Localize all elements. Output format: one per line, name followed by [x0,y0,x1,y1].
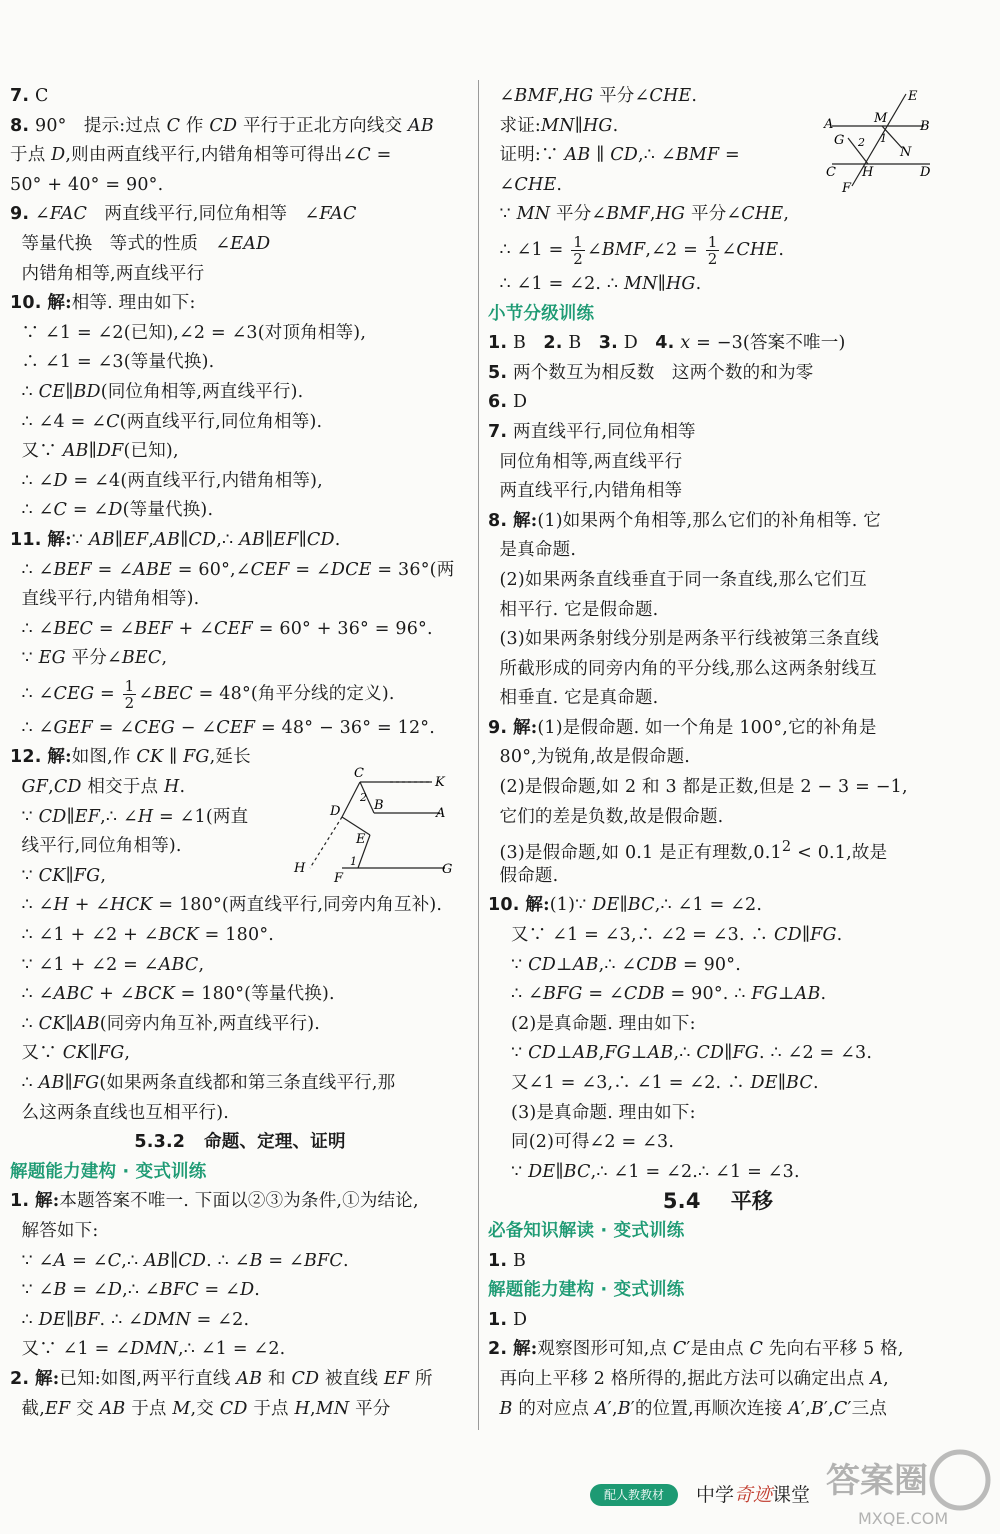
column-divider [478,80,479,1430]
text-line: 10. 解:(1)∵ DE∥BC,∴ ∠1 = ∠2. [488,895,763,916]
text-line: (2)是假命题,如 2 和 3 都是正数,但是 2 − 3 = −1, [488,777,908,798]
text-line: ∴ ∠BEF = ∠ABE = 60°,∠CEF = ∠DCE = 36°(两 [10,559,455,580]
text-line: ∴ CK∥AB(同旁内角互补,两直线平行). [10,1013,320,1034]
text-line: 50° + 40° = 90°. [10,174,164,195]
text-line: ∵ CD⊥AB,∴ ∠CDB = 90°. [488,954,741,975]
text-line: ∴ ∠BFG = ∠CDB = 90°. ∴ FG⊥AB. [488,984,827,1005]
text-line: ∴ ∠H + ∠HCK = 180°(两直线平行,同旁内角互补). [10,895,443,916]
fig12-label: F [334,871,344,885]
fig12-label: K [435,775,445,790]
text-line: 同(2)可得∠2 = ∠3. [488,1132,675,1153]
figR2-label: D [920,165,931,180]
figR2-label: 2 [858,136,865,149]
text-line: ∵ MN 平分∠BMF,HG 平分∠CHE, [488,204,790,225]
brand-part: 中学 [696,1484,735,1506]
text-line: ∵ CD∥EF,∴ ∠H = ∠1(两直 [10,806,249,827]
text-line: 同位角相等,两直线平行 [488,451,683,472]
text-line: ∴ ∠4 = ∠C(两直线平行,同位角相等). [10,411,323,432]
text-line: B 的对应点 A′,B′的位置,再顺次连接 A′,B′,C′三点 [499,1398,888,1419]
text-line: ∵ ∠1 + ∠2 = ∠ABC, [10,954,205,975]
figure-problem-12 [290,765,460,885]
text-line: 内错角相等,两直线平行 [10,263,205,284]
text-line: ∵ ∠1 = ∠2(已知),∠2 = ∠3(对顶角相等), [10,322,367,343]
text-line: 又∠1 = ∠3,∴ ∠1 = ∠2. ∴ DE∥BC. [488,1073,819,1093]
fig12-label: D [330,804,341,819]
text-line: ∵ ∠A = ∠C,∴ AB∥CD. ∴ ∠B = ∠BFC. [10,1250,349,1271]
figR2-label: H [862,165,874,180]
text-line: 1. 解:本题答案不唯一. 下面以②③为条件,①为结论, [10,1191,419,1212]
text-line: ∠CHE. [488,174,563,195]
text-line: 假命题. [488,865,559,886]
fig12-label: B [374,798,384,813]
text-line: 所截形成的同旁内角的平分线,那么这两条射线互 [488,658,877,679]
text-line: 8. 解:(1)如果两个角相等,那么它们的补角相等. 它 [488,510,881,531]
text-line: (3)如果两条射线分别是两条平行线被第三条直线 [488,629,879,650]
text-line: ∴ ∠ABC + ∠BCK = 180°(等量代换). [10,984,335,1005]
text-line: 是真命题. [488,540,577,561]
text-line: 它们的差是负数,故是假命题. [488,806,724,827]
brand-part: 奇迹 [734,1484,773,1506]
text-line: 1. B [488,1250,527,1271]
left-column [10,82,470,1424]
text-line: (2)是真命题. 理由如下: [488,1013,696,1034]
figR2-label: G [834,133,845,148]
fig12-label: C [354,766,364,781]
text-line: 1. D [488,1309,528,1330]
figure-parallel-lines [822,86,940,196]
text-line: 又∵ ∠1 = ∠3,∴ ∠2 = ∠3. ∴ CD∥FG. [488,925,843,946]
text-line: 又∵ ∠1 = ∠DMN,∴ ∠1 = ∠2. [10,1339,286,1360]
figR2-label: M [874,111,888,126]
text-line: 11. 解:∵ AB∥EF,AB∥CD,∴ AB∥EF∥CD. [10,529,341,550]
watermark-url: MXQE.COM [858,1509,949,1528]
text-line: 线平行,同位角相等). [10,836,182,857]
text-line: 80°,为锐角,故是假命题. [488,747,691,768]
watermark-text: 答案圈 [826,1461,928,1501]
text-line: 截,EF 交 AB 于点 M,交 CD 于点 H,MN 平分 [10,1398,391,1419]
fig12-label: A [436,806,446,821]
text-line: ∴ ∠1 = ∠2. ∴ MN∥HG. [488,273,702,294]
text-line: ∴ ∠C = ∠D(等量代换). [10,500,214,521]
text-line: 9. 解:(1)是假命题. 如一个角是 100°,它的补角是 [488,717,877,738]
text-line: ∴ ∠1 = $\frac{1}{2}$ ∠BMF,∠2 = $\frac{1}{2}$ ∠CHE. [488,232,785,268]
text-line: 直线平行,内错角相等). [10,589,200,610]
text-line: 于点 D,则由两直线平行,内错角相等可得出∠C = [10,145,392,166]
text-line: 相平行. 它是假命题. [488,599,659,620]
section-heading: 解题能力建构 · 变式训练 [10,1161,207,1182]
text-line: 证明:∵ AB ∥ CD,∴ ∠BMF = [488,145,740,166]
figR2-label: F [842,181,852,196]
figR2-label: E [908,89,918,104]
text-line: ∵ DE∥BC,∴ ∠1 = ∠2.∴ ∠1 = ∠3. [488,1161,800,1182]
text-line: ∴ ∠BEC = ∠BEF + ∠CEF = 60° + 36° = 96°. [10,618,433,639]
text-line: 等量代换 等式的性质 ∠EAD [10,233,271,254]
text-line: ∴ DE∥BF. ∴ ∠DMN = ∠2. [10,1309,250,1330]
text-line: 2. 解:已知:如图,两平行直线 AB 和 CD 被直线 EF 所 [10,1368,433,1389]
text-line: 相垂直. 它是真命题. [488,688,659,709]
text-line: ∴ ∠GEF = ∠CEG − ∠CEF = 48° − 36° = 12°. [10,717,435,738]
text-line: 又∵ CK∥FG, [10,1043,131,1064]
text-line: 1. B 2. B 3. D 4. x = −3(答案不唯一) [488,333,846,354]
text-line: ∴ ∠1 + ∠2 + ∠BCK = 180°. [10,925,275,946]
fig12-label: 1 [350,855,357,868]
text-line: 么这两条直线也互相平行). [10,1102,230,1123]
figR2-label: A [824,117,834,132]
text-line: 两直线平行,内错角相等 [488,481,683,502]
fig12-label: G [442,862,453,877]
text-line: (2)如果两条直线垂直于同一条直线,那么它们互 [488,569,867,590]
text-line: 5. 两个数互为相反数 这两个数的和为零 [488,362,814,383]
fig12-label: E [356,832,366,847]
text-line: 8. 90° 提示:过点 C 作 CD 平行于正北方向线交 AB [10,115,434,136]
text-line: (3)是假命题,如 0.1 是正有理数$,0.1^2 < 0.1$,故是 [488,838,888,864]
text-line: 12. 解:如图,作 CK ∥ FG,延长 [10,747,251,768]
text-line: ∵ CD⊥AB,FG⊥AB,∴ CD∥FG. ∴ ∠2 = ∠3. [488,1043,873,1064]
brand-name [696,1480,810,1507]
text-line: 又∵ AB∥DF(已知), [10,441,179,462]
text-line: 7. 两直线平行,同位角相等 [488,421,696,442]
section-title: 5.4 平移 [662,1189,774,1214]
fig12-label: H [294,861,306,876]
text-line: ∴ ∠1 = ∠3(等量代换). [10,352,215,373]
brand-part: 课堂 [772,1484,811,1506]
text-line: 2. 解:观察图形可知,点 C′是由点 C 先向右平移 5 格, [488,1339,904,1360]
text-line: GF,CD 相交于点 H. [21,777,186,798]
text-line: 9. ∠FAC 两直线平行,同位角相等 ∠FAC [10,204,357,225]
text-line: 再向上平移 2 格所得的,据此方法可以确定出点 A, [488,1368,889,1389]
section-title: 5.3.2 命题、定理、证明 [134,1132,346,1153]
right-column [488,82,948,1424]
text-line: ∴ CE∥BD(同位角相等,两直线平行). [10,381,304,402]
text-line: ∴ ∠CEG = $\frac{1}{2}$ ∠BEC = 48°(角平分线的定义). [10,676,395,712]
text-line: 6. D [488,392,528,413]
text-line: 10. 解:相等. 理由如下: [10,293,196,314]
section-heading: 必备知识解读 · 变式训练 [488,1220,685,1241]
figR2-label: N [900,145,912,160]
watermark-logo [818,1446,996,1530]
section-heading: 解题能力建构 · 变式训练 [488,1280,685,1301]
text-line: ∴ AB∥FG(如果两条直线都和第三条直线平行,那 [10,1073,396,1093]
text-line: ∠BMF,HG 平分∠CHE. [488,86,698,106]
textbook-badge: 配人教教材 [590,1484,678,1506]
text-line: 7. C [10,86,49,106]
text-line: 解答如下: [10,1220,99,1241]
text-line: ∵ ∠B = ∠D,∴ ∠BFC = ∠D. [10,1280,261,1301]
figR2-label: B [920,119,930,134]
figR2-label: C [826,165,836,180]
figR2-label: 1 [880,132,887,145]
text-line: 求证:MN∥HG. [488,115,619,136]
text-line: ∵ EG 平分∠BEC, [10,648,168,669]
fig12-label: 2 [360,791,367,804]
text-line: ∵ CK∥FG, [10,865,107,886]
text-line: ∴ ∠D = ∠4(两直线平行,内错角相等), [10,470,323,491]
section-heading: 小节分级训练 [488,303,595,324]
text-line: (3)是真命题. 理由如下: [488,1102,696,1123]
